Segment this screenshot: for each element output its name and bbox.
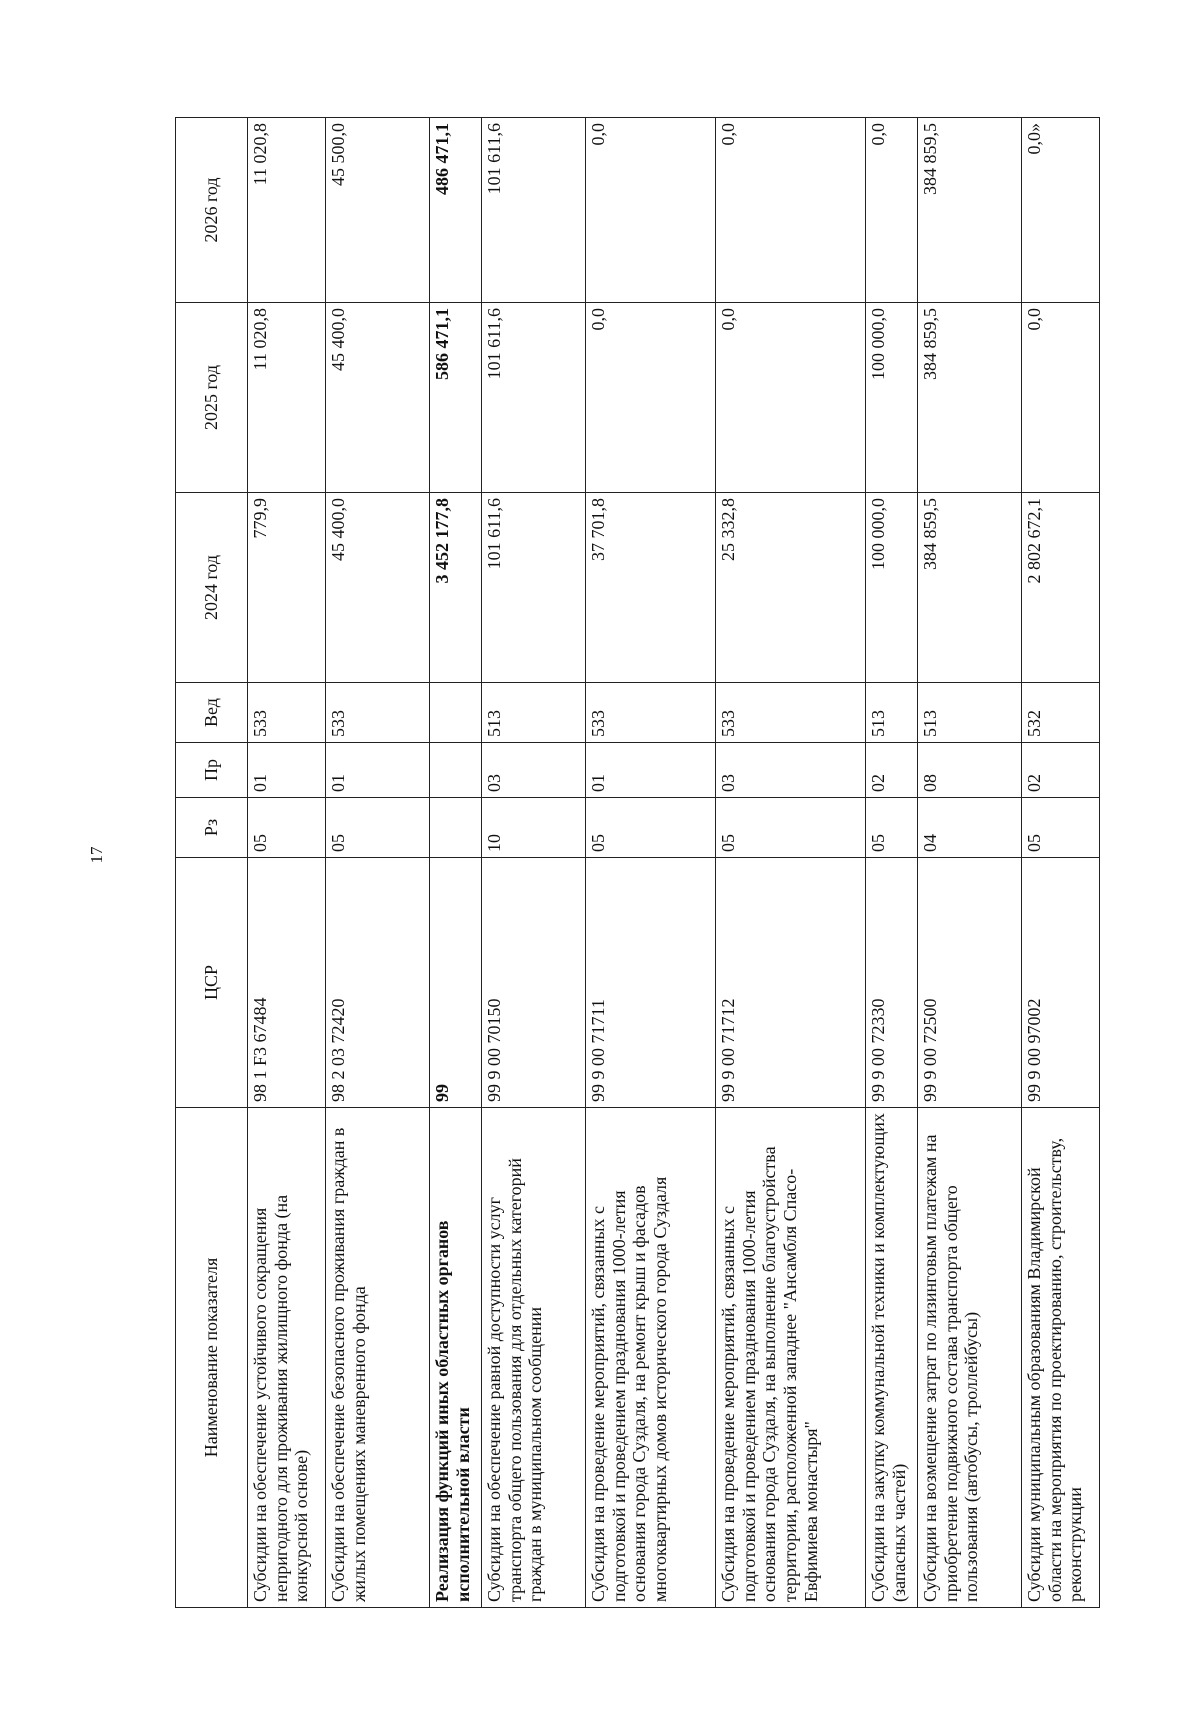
row-ved: 513 [482,683,586,743]
row-name: Реализация функций иных областных органов исполнительной власти [430,1108,482,1608]
row-2026: 384 859,5 [918,118,1022,303]
row-2024: 25 332,8 [716,493,866,683]
row-rz: 10 [482,798,586,858]
row-2024: 37 701,8 [586,493,716,683]
row-2025: 586 471,1 [430,303,482,493]
row-csr: 99 9 00 72500 [918,858,1022,1108]
row-csr: 98 1 F3 67484 [248,858,326,1108]
row-pr: 03 [716,743,866,798]
row-csr: 99 [430,858,482,1108]
row-2024: 779,9 [248,493,326,683]
row-name: Субсидии на обеспечение устойчивого сокращения непригодного для проживания жилищного фонда (на конкурсной основе) [248,1108,326,1608]
header-2025: 2025 год [176,303,248,493]
row-rz: 05 [326,798,430,858]
row-2025: 384 859,5 [918,303,1022,493]
row-rz [430,798,482,858]
row-rz: 05 [1022,798,1100,858]
row-ved: 533 [248,683,326,743]
row-pr: 08 [918,743,1022,798]
row-csr: 99 9 00 71711 [586,858,716,1108]
row-2026: 11 020,8 [248,118,326,303]
table-row [1022,118,1100,1608]
row-2024: 2 802 672,1 [1022,493,1100,683]
row-csr: 98 2 03 72420 [326,858,430,1108]
row-csr: 99 9 00 70150 [482,858,586,1108]
row-2026: 45 500,0 [326,118,430,303]
row-rz: 05 [586,798,716,858]
row-2025: 45 400,0 [326,303,430,493]
row-2024: 384 859,5 [918,493,1022,683]
row-2025: 100 000,0 [866,303,918,493]
row-2026: 0,0 [586,118,716,303]
row-2025: 101 611,6 [482,303,586,493]
row-name: Субсидии муниципальным образованиям Владимирской области на мероприятия по проектированию, строительству, реконструкции [1022,1108,1100,1608]
row-2026: 0,0 [716,118,866,303]
row-name: Субсидия на проведение мероприятий, связанных с подготовкой и проведением празднования 1000-летия основания города Суздаля, на выполнение благоустройства территории, расположенной западнее "Ансамбля Спасо-Евфимиева монастыря" [716,1108,866,1608]
row-pr: 02 [1022,743,1100,798]
row-2024: 45 400,0 [326,493,430,683]
row-ved: 513 [918,683,1022,743]
row-2024: 101 611,6 [482,493,586,683]
header-2026: 2026 год [176,118,248,303]
row-pr: 01 [248,743,326,798]
row-ved: 513 [866,683,918,743]
table-row [866,118,918,1608]
row-2025: 0,0 [586,303,716,493]
budget-table-container [175,118,1095,1608]
budget-table [175,117,1100,1608]
row-2024: 100 000,0 [866,493,918,683]
row-name: Субсидии на закупку коммунальной техники и комплектующих (запасных частей) [866,1108,918,1608]
page-number: 17 [87,846,106,864]
row-2026: 0,0 [866,118,918,303]
row-pr: 02 [866,743,918,798]
row-2025: 0,0 [716,303,866,493]
row-ved: 533 [716,683,866,743]
header-rz: Рз [176,798,248,858]
row-2026: 101 611,6 [482,118,586,303]
row-rz: 05 [716,798,866,858]
row-csr: 99 9 00 72330 [866,858,918,1108]
row-rz: 05 [248,798,326,858]
header-ved: Вед [176,683,248,743]
table-row [586,118,716,1608]
row-rz: 05 [866,798,918,858]
row-name: Субсидии на обеспечение равной доступности услуг транспорта общего пользования для отдельных категорий граждан в муниципальном сообщении [482,1108,586,1608]
header-name: Наименование показателя [176,1108,248,1608]
row-2025: 0,0 [1022,303,1100,493]
header-pr: Пр [176,743,248,798]
row-pr [430,743,482,798]
row-pr: 01 [586,743,716,798]
header-csr: ЦСР [176,858,248,1108]
header-2024: 2024 год [176,493,248,683]
row-name: Субсидии на обеспечение безопасного проживания граждан в жилых помещениях маневренного фонда [326,1108,430,1608]
table-row [248,118,326,1608]
row-ved: 533 [586,683,716,743]
row-name: Субсидия на проведение мероприятий, связанных с подготовкой и проведением празднования 1000-летия основания города Суздаля, на ремонт крыш и фасадов многоквартирных домов исторического города Суздаля [586,1108,716,1608]
row-csr: 99 9 00 97002 [1022,858,1100,1108]
row-ved: 532 [1022,683,1100,743]
row-csr: 99 9 00 71712 [716,858,866,1108]
table-row [918,118,1022,1608]
row-name: Субсидии на возмещение затрат по лизинговым платежам на приобретение подвижного состава транспорта общего пользования (автобусы, троллейбусы) [918,1108,1022,1608]
row-2025: 11 020,8 [248,303,326,493]
row-pr: 01 [326,743,430,798]
row-2024: 3 452 177,8 [430,493,482,683]
row-ved: 533 [326,683,430,743]
table-header-row [176,118,248,1608]
table-row [482,118,586,1608]
row-ved [430,683,482,743]
table-row-section [430,118,482,1608]
row-2026: 486 471,1 [430,118,482,303]
row-pr: 03 [482,743,586,798]
row-rz: 04 [918,798,1022,858]
table-row [716,118,866,1608]
table-row [326,118,430,1608]
row-2026: 0,0» [1022,118,1100,303]
